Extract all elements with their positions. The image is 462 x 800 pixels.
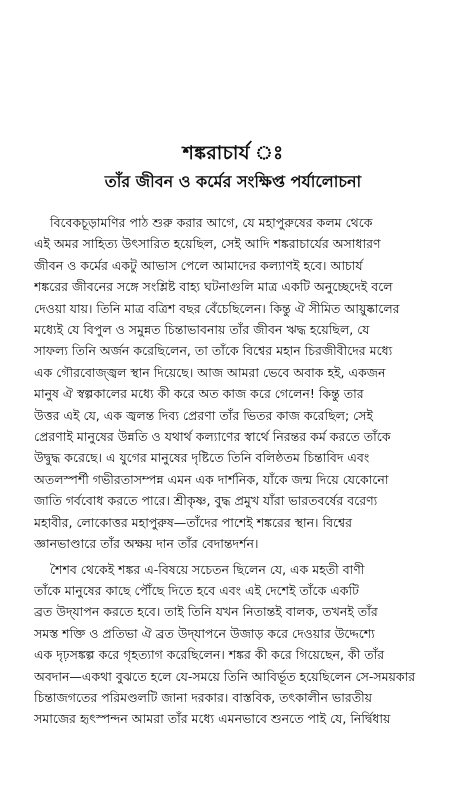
text-line: এই অমর সাহিত্য উৎসারিত হয়েছিল, সেই আদি শঙ্করাচার্যের অসাধারণ [34, 236, 381, 252]
text-line: জ্ঞানভাণ্ডারে তাঁর অক্ষয় দান তাঁর বেদান্তদর্শন। [34, 536, 259, 552]
text-line: সমস্ত শক্তি ও প্রতিভা ঐ ব্রত উদ্‌যাপনে উজাড় করে দেওয়ার উদ্দেশ্যে [34, 625, 375, 641]
text-line: বিবেকচূড়ামণির পাঠ শুরু করার আগে, যে মহাপুরুষের কলম থেকে [50, 215, 373, 230]
text-line: শৈশব থেকেই শঙ্কর এ-বিষয়ে সচেতন ছিলেন যে, এক মহতী বাণী [50, 561, 365, 577]
text-line: এক দৃঢ়সঙ্কল্প করে গৃহত্যাগ করেছিলেন। শঙ্কর কী করে গিয়েছেন, কী তাঁর [34, 647, 385, 663]
text-line: চিন্তাজগতের পরিমণ্ডলটি জানা দরকার। বাস্তবিক, তৎকালীন ভারতীয় [34, 689, 373, 705]
text-line: ব্রত উদ্‌যাপন করতে হবে। তাই তিনি যখন নিতান্তই বালক, তখনই তাঁর [34, 604, 378, 620]
text-line: জাতি গর্ববোধ করতে পারে। শ্রীকৃষ্ণ, বুদ্ধ প্রমুখ যাঁরা ভারতবর্ষের বরেণ্য [34, 493, 378, 509]
text-line: অবদান—একথা বুঝতে হলে যে-সময়ে তিনি আবির্ভূত হয়েছিলেন সে-সময়কার [34, 668, 416, 684]
text-line: মধ্যেই যে বিপুল ও সমুন্নত চিন্তাভাবনায় তাঁর জীবন ঋদ্ধ হয়েছিল, যে [34, 322, 370, 338]
text-line: অতলস্পর্শী গভীরতাসম্পন্ন এমন এক দার্শনিক, যাঁকে জন্ম দিয়ে যেকোনো [34, 471, 389, 487]
text-line: উদ্বুদ্ধ করেছে। এ যুগের মানুষের দৃষ্টিতে তিনি বলিষ্ঠতম চিন্তাবিদ এবং [34, 450, 370, 466]
text-line: উত্তর এই যে, এক জ্বলন্ত দিব্য প্রেরণা তাঁর ভিতর কাজ করেছিল; সেই [34, 407, 373, 423]
text-line: তাঁকে মানুষের কাছে পৌঁছে দিতে হবে এবং এই দেশেই তাঁকে একটি [34, 582, 359, 598]
paragraph-2 [34, 559, 432, 730]
text-line: সমাজের হৃৎস্পন্দন আমরা তাঁর মধ্যে এমনভাবে শুনতে পাই যে, নির্দ্বিধায় [34, 711, 391, 727]
text-line: মহাবীর, লোকোত্তর মহাপুরুষ—তাঁদের পাশেই শঙ্করের স্থান। বিশ্বের [34, 514, 353, 530]
paragraph-1 [34, 212, 432, 555]
text-line: এক গৌরবোজ্জ্বল স্থান দিয়েছে। আজ আমরা ভেবে অবাক হই, একজন [34, 364, 386, 380]
text-line: জীবন ও কর্মের একটু আভাস পেলে আমাদের কল্যাণই হবে। আচার্য [34, 257, 363, 273]
text-line: দেওয়া যায়। তিনি মাত্র বত্রিশ বছর বেঁচেছিলেন। কিন্তু ঐ সীমিত আয়ুষ্কালের [34, 300, 400, 316]
text-line: মানুষ ঐ স্বল্পকালের মধ্যে কী করে অত কাজ করে গেলেন! কিন্তু তার [34, 386, 364, 402]
chapter-title: শঙ্করাচার্য ঃ [182, 142, 284, 164]
chapter-subtitle: তাঁর জীবন ও কর্মের সংক্ষিপ্ত পর্যালোচনা [104, 172, 362, 191]
text-line: শঙ্করের জীবনের সঙ্গে সংশ্লিষ্ট বাহ্য ঘটনাগুলি মাত্র একটি অনুচ্ছেদেই বলে [34, 279, 393, 295]
text-line: প্রেরণাই মানুষের উন্নতি ও যথার্থ কল্যাণের স্বার্থে নিরন্তর কর্ম করতে তাঁকে [34, 429, 391, 445]
text-line: সাফল্য তিনি অর্জন করেছিলেন, তা তাঁকে বিশ্বের মহান চিরজীবীদের মধ্যে [34, 343, 393, 359]
